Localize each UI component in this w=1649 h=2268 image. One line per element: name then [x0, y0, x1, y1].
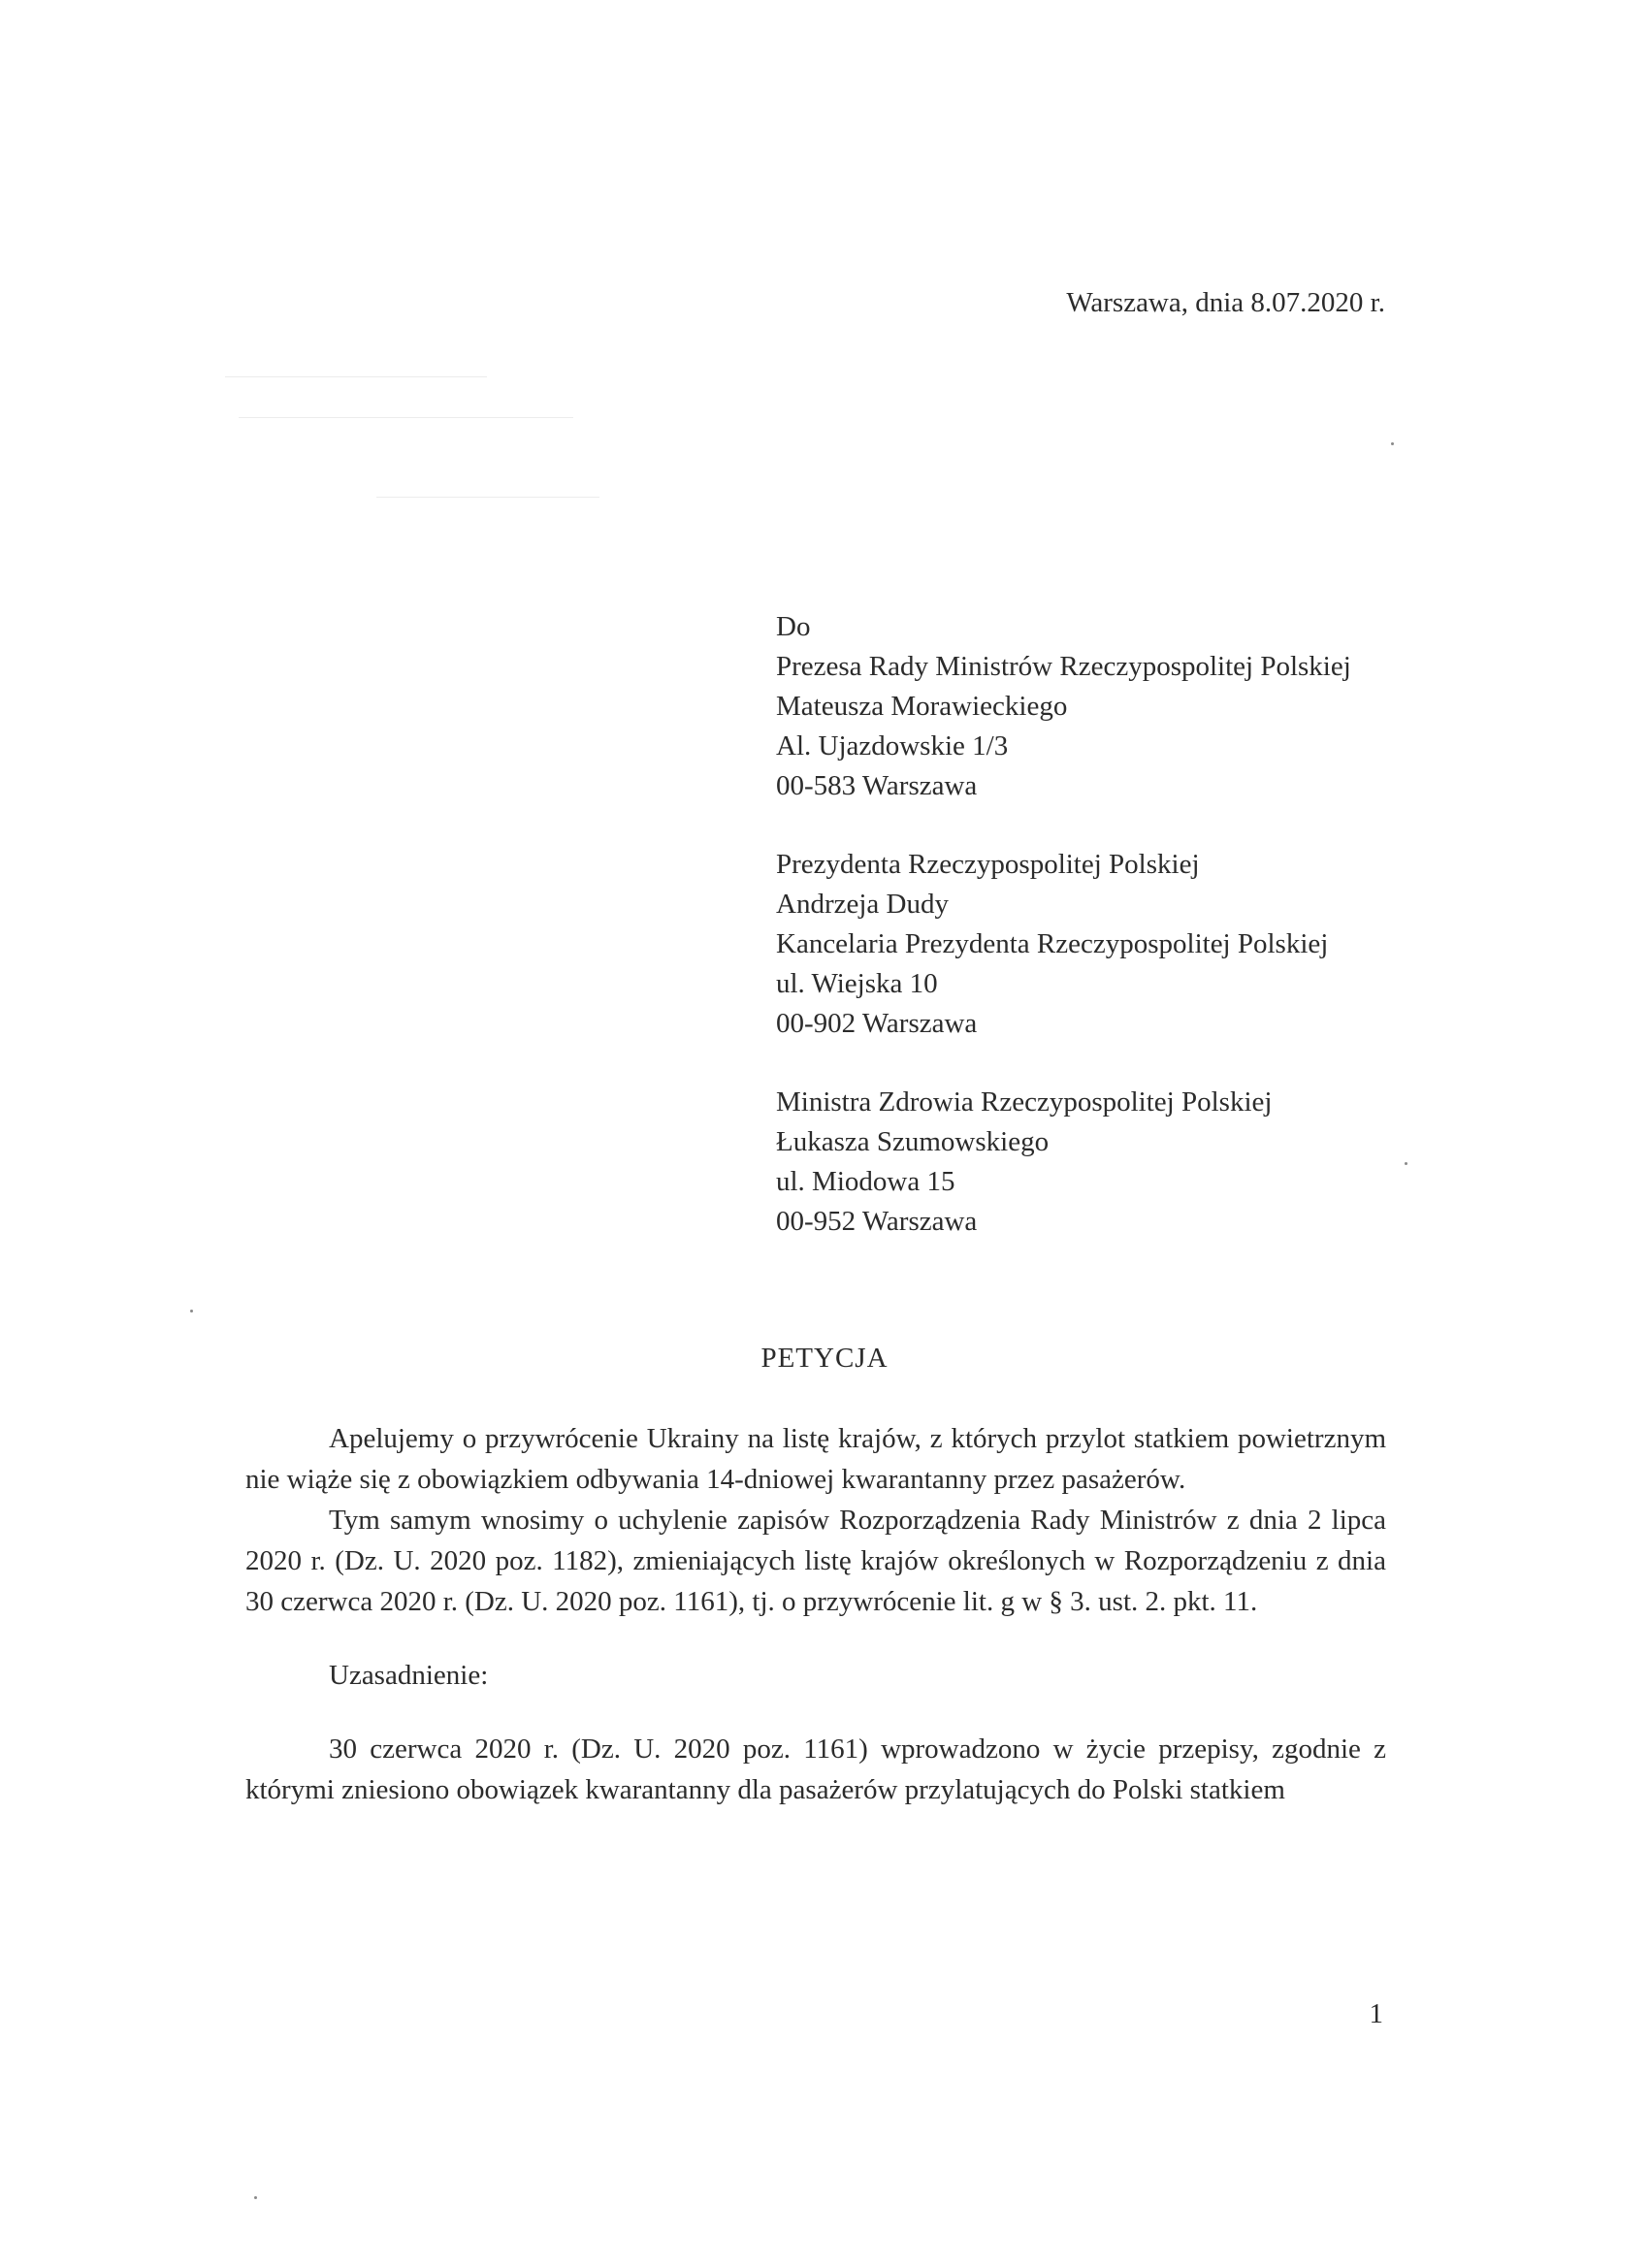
addressee-prime-minister: [776, 607, 1571, 806]
scan-artifact: [239, 417, 573, 418]
address-line: Ministra Zdrowia Rzeczypospolitej Polskiej: [776, 1086, 1273, 1118]
paragraph-request: Tym samym wnosimy o uchylenie zapisów Rozporządzenia Rady Ministrów z dnia 2 lipca 2020 r. (Dz. U. 2020 poz. 1182), zmieniających listę krajów określonych w Rozporządzeniu z dnia 30 czerwca 2020 r. (Dz. U. 2020 poz. 1161), tj. o przywrócenie lit. g w § 3. ust. 2. pkt. 11.: [245, 1505, 1386, 1617]
addressee-president: [776, 845, 1571, 1044]
address-line: 00-952 Warszawa: [776, 1206, 978, 1237]
document-title: PETYCJA: [760, 1343, 889, 1374]
addressee-list: [776, 607, 1571, 1280]
paragraph-appeal: Apelujemy o przywrócenie Ukrainy na listę krajów, z których przylot statkiem powietrznym nie wiąże się z obowiązkiem odbywania 14-dniowej kwarantanny przez pasażerów.: [245, 1423, 1386, 1495]
addressee-health-minister: [776, 1083, 1571, 1242]
address-line: Prezesa Rady Ministrów Rzeczypospolitej Polskiej: [776, 651, 1351, 682]
address-line: Kancelaria Prezydenta Rzeczypospolitej Polskiej: [776, 928, 1329, 959]
address-line: 00-902 Warszawa: [776, 1008, 978, 1039]
address-line: ul. Wiejska 10: [776, 968, 938, 999]
address-line: Prezydenta Rzeczypospolitej Polskiej: [776, 849, 1200, 880]
address-line: Łukasza Szumowskiego: [776, 1126, 1050, 1157]
justification-heading: Uzasadnienie:: [329, 1660, 489, 1691]
scan-artifact: [376, 497, 599, 498]
address-line: Mateusza Morawieckiego: [776, 691, 1068, 722]
scan-dot: [1391, 442, 1394, 445]
address-line: ul. Miodowa 15: [776, 1166, 955, 1197]
page-number: 1: [1369, 1998, 1383, 2029]
address-line: Andrzeja Dudy: [776, 889, 949, 920]
paragraph-justification: 30 czerwca 2020 r. (Dz. U. 2020 poz. 1161) wprowadzono w życie przepisy, zgodnie z którymi zniesiono obowiązek kwarantanny dla pasażerów przylatujących do Polski statkiem: [245, 1733, 1386, 1805]
scan-dot: [190, 1310, 193, 1312]
scan-dot: [254, 2196, 257, 2199]
petition-body: [245, 1418, 1386, 1810]
address-line: Al. Ujazdowskie 1/3: [776, 730, 1009, 761]
scan-artifact: [225, 376, 487, 377]
address-line: Do: [776, 611, 811, 642]
date-line: Warszawa, dnia 8.07.2020 r.: [1066, 287, 1385, 318]
address-line: 00-583 Warszawa: [776, 770, 978, 801]
